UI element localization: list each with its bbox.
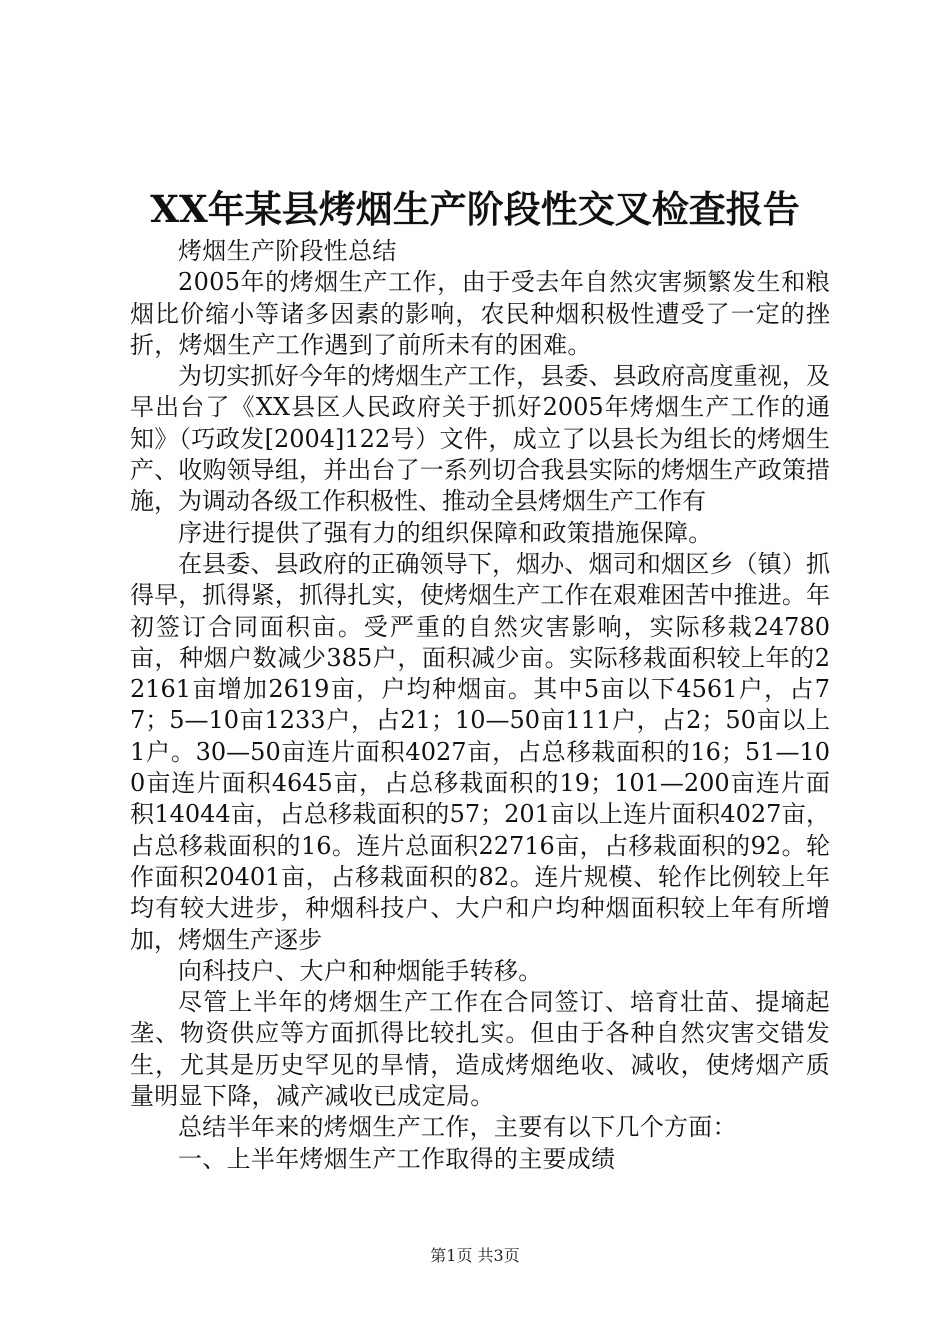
paragraph-subtitle: 烤烟生产阶段性总结: [178, 237, 397, 265]
document-body: [130, 236, 830, 1175]
paragraph-statistics-continued: 向科技户、大户和种烟能手转移。: [178, 956, 543, 985]
page-number-footer: 第1页 共3页: [430, 1246, 520, 1265]
paragraph-statistics: 在县委、县政府的正确领导下，烟办、烟司和烟区乡（镇）抓得早，抓得紧，抓得扎实，使烤烟生产工作在艰难困苦中推进。年初签订合同面积亩。受严重的自然灾害影响，实际移栽24780亩，种烟户数减少385户，面积减少亩。实际移栽面积较上年的22161亩增加2619亩，户均种烟亩。其中5亩以下4561户，占77；5—10亩1233户，占21；10—50亩111户，占2；50亩以上1户。30—50亩连片面积4027亩，占总移栽面积的16；51—100亩连片面积4645亩，占总移栽面积的19；101—200亩连片面积14044亩，占总移栽面积的57；201亩以上连片面积4027亩，占总移栽面积的16。连片总面积22716亩，占移栽面积的92。轮作面积20401亩，占移栽面积的82。连片规模、轮作比例较上年均有较大进步，种烟科技户、大户和户均种烟面积较上年有所增加，烤烟生产逐步: [130, 549, 830, 954]
document-title: XX年某县烤烟生产阶段性交叉检查报告: [150, 187, 800, 231]
paragraph-intro: 2005年的烤烟生产工作，由于受去年自然灾害频繁发生和粮烟比价缩小等诸多因素的影响，农民种烟积极性遭受了一定的挫折，烤烟生产工作遇到了前所未有的困难。: [130, 268, 830, 359]
paragraph-county-policy: 为切实抓好今年的烤烟生产工作，县委、县政府高度重视，及早出台了《XX县区人民政府关于抓好2005年烤烟生产工作的通知》（巧政发[2004]122号）文件，成立了以县长为组长的烤烟生产、收购领导组，并出台了一系列切合我县实际的烤烟生产政策措施，为调动各级工作积极性、推动全县烤烟生产工作有: [130, 362, 830, 516]
paragraph-summary-lead: 总结半年来的烤烟生产工作，主要有以下几个方面：: [178, 1113, 737, 1142]
section-heading-achievements: 一、上半年烤烟生产工作取得的主要成绩: [178, 1144, 616, 1173]
paragraph-disasters: 尽管上半年的烤烟生产工作在合同签订、培育壮苗、提墒起垄、物资供应等方面抓得比较扎实。但由于各种自然灾害交错发生，尤其是历史罕见的旱情，造成烤烟绝收、减收，使烤烟产质量明显下降，减产减收已成定局。: [130, 988, 830, 1111]
paragraph-policy-continued: 序进行提供了强有力的组织保障和政策措施保障。: [178, 518, 713, 547]
